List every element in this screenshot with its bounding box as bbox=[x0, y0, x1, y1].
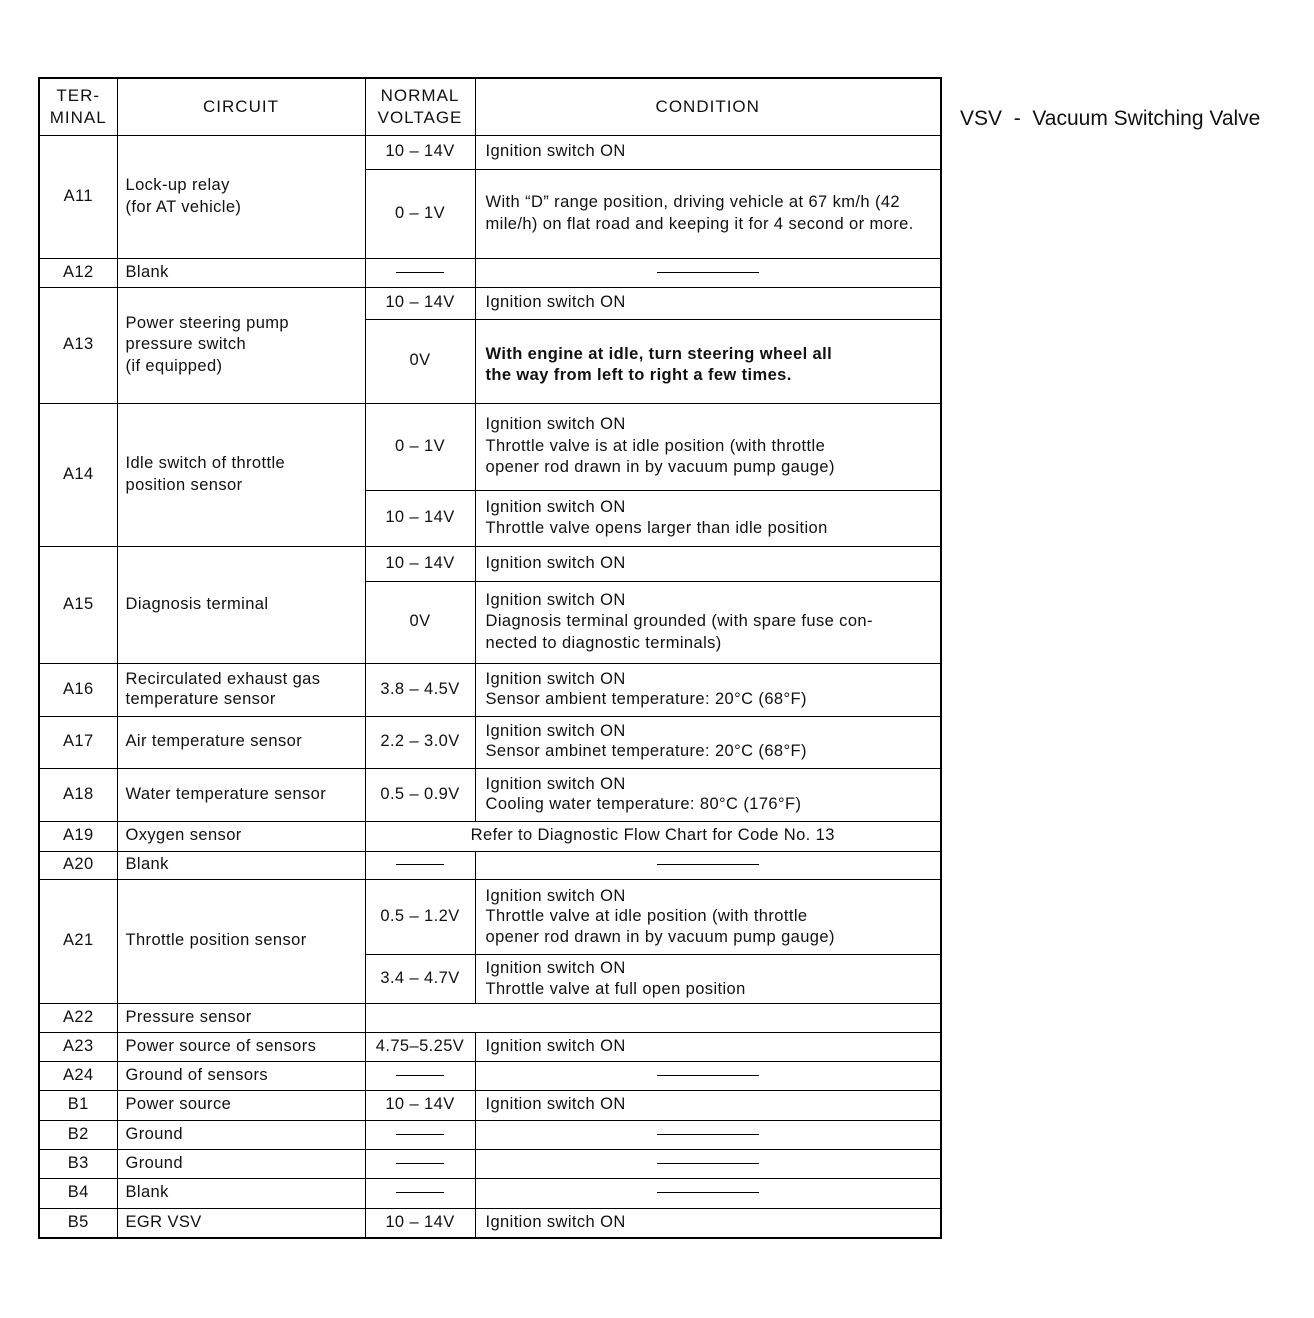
table-row bbox=[39, 1003, 941, 1032]
condition-dash bbox=[475, 1061, 941, 1090]
voltage-cell: 4.75–5.25V bbox=[365, 1032, 475, 1061]
voltage-dash bbox=[365, 851, 475, 879]
voltage-dash bbox=[365, 1120, 475, 1149]
voltage-cell: 3.8 – 4.5V bbox=[365, 663, 475, 716]
vsv-legend: VSV - Vacuum Switching Valve bbox=[960, 107, 1261, 130]
terminal-cell: B3 bbox=[39, 1149, 117, 1178]
terminal-cell: A14 bbox=[39, 403, 117, 546]
circuit-cell: Pressure sensor bbox=[117, 1003, 365, 1032]
table-row bbox=[39, 821, 941, 851]
condition-cell: Ignition switch ON Throttle valve at full open position bbox=[475, 954, 941, 1003]
voltage-cell: 10 – 14V bbox=[365, 135, 475, 169]
table-row bbox=[39, 768, 941, 821]
header-row bbox=[39, 78, 941, 135]
circuit-cell: Diagnosis terminal bbox=[117, 546, 365, 663]
terminal-cell: A22 bbox=[39, 1003, 117, 1032]
condition-cell: Ignition switch ON Throttle valve is at idle position (with throttle opener rod drawn in by vacuum pump gauge) bbox=[475, 403, 941, 490]
empty-cell bbox=[365, 1003, 941, 1032]
circuit-cell: Power source of sensors bbox=[117, 1032, 365, 1061]
condition-cell: With “D” range position, driving vehicle at 67 km/h (42 mile/h) on flat road and keeping it for 4 second or more. bbox=[475, 169, 941, 258]
terminal-cell: B4 bbox=[39, 1178, 117, 1208]
terminal-cell: B5 bbox=[39, 1208, 117, 1238]
voltage-cell: 10 – 14V bbox=[365, 287, 475, 319]
condition-dash bbox=[475, 1120, 941, 1149]
circuit-cell: Lock-up relay (for AT vehicle) bbox=[117, 135, 365, 258]
voltage-cell: 0 – 1V bbox=[365, 403, 475, 490]
voltage-dash bbox=[365, 258, 475, 287]
terminal-cell: A18 bbox=[39, 768, 117, 821]
header-condition: CONDITION bbox=[475, 78, 941, 135]
voltage-cell: 0.5 – 1.2V bbox=[365, 879, 475, 954]
voltage-cell: 0V bbox=[365, 319, 475, 403]
voltage-dash bbox=[365, 1061, 475, 1090]
terminal-cell: A21 bbox=[39, 879, 117, 1003]
header-terminal: TER- MINAL bbox=[39, 78, 117, 135]
table-row bbox=[39, 1208, 941, 1238]
terminal-cell: A20 bbox=[39, 851, 117, 879]
voltage-cell: 3.4 – 4.7V bbox=[365, 954, 475, 1003]
terminal-voltage-table bbox=[38, 77, 942, 1239]
condition-cell: Ignition switch ON bbox=[475, 1090, 941, 1120]
voltage-cell: 10 – 14V bbox=[365, 1090, 475, 1120]
table-row bbox=[39, 287, 941, 319]
condition-dash bbox=[475, 851, 941, 879]
circuit-cell: Blank bbox=[117, 1178, 365, 1208]
voltage-cell: 0.5 – 0.9V bbox=[365, 768, 475, 821]
header-circuit: CIRCUIT bbox=[117, 78, 365, 135]
table-row bbox=[39, 851, 941, 879]
voltage-cell: 10 – 14V bbox=[365, 490, 475, 546]
circuit-cell: Oxygen sensor bbox=[117, 821, 365, 851]
condition-cell: Ignition switch ON Cooling water temperature: 80°C (176°F) bbox=[475, 768, 941, 821]
terminal-cell: A11 bbox=[39, 135, 117, 258]
circuit-cell: Power steering pump pressure switch (if equipped) bbox=[117, 287, 365, 403]
circuit-cell: Recirculated exhaust gas temperature sensor bbox=[117, 663, 365, 716]
circuit-cell: Water temperature sensor bbox=[117, 768, 365, 821]
table-row bbox=[39, 1178, 941, 1208]
table-row bbox=[39, 403, 941, 490]
table-row bbox=[39, 1120, 941, 1149]
terminal-cell: A24 bbox=[39, 1061, 117, 1090]
table-row bbox=[39, 879, 941, 954]
terminal-cell: B2 bbox=[39, 1120, 117, 1149]
condition-cell: Ignition switch ON Throttle valve at idle position (with throttle opener rod drawn in by vacuum pump gauge) bbox=[475, 879, 941, 954]
condition-dash bbox=[475, 1178, 941, 1208]
table-row bbox=[39, 1032, 941, 1061]
condition-dash bbox=[475, 1149, 941, 1178]
condition-cell: Ignition switch ON Diagnosis terminal grounded (with spare fuse con- nected to diagnostic terminals) bbox=[475, 581, 941, 663]
condition-cell: Ignition switch ON bbox=[475, 1032, 941, 1061]
circuit-cell: Throttle position sensor bbox=[117, 879, 365, 1003]
condition-cell: Ignition switch ON bbox=[475, 1208, 941, 1238]
circuit-cell: Air temperature sensor bbox=[117, 716, 365, 768]
terminal-cell: A12 bbox=[39, 258, 117, 287]
voltage-cell: 0V bbox=[365, 581, 475, 663]
terminal-cell: A15 bbox=[39, 546, 117, 663]
condition-cell: Ignition switch ON bbox=[475, 546, 941, 581]
voltage-cell: 10 – 14V bbox=[365, 546, 475, 581]
circuit-cell: Ground bbox=[117, 1120, 365, 1149]
voltage-cell: 2.2 – 3.0V bbox=[365, 716, 475, 768]
table-row bbox=[39, 1149, 941, 1178]
table-row bbox=[39, 546, 941, 581]
circuit-cell: Power source bbox=[117, 1090, 365, 1120]
terminal-cell: A23 bbox=[39, 1032, 117, 1061]
terminal-cell: A13 bbox=[39, 287, 117, 403]
condition-cell: Ignition switch ON bbox=[475, 135, 941, 169]
circuit-cell: Blank bbox=[117, 851, 365, 879]
table-row bbox=[39, 258, 941, 287]
circuit-cell: Idle switch of throttle position sensor bbox=[117, 403, 365, 546]
voltage-cell: 10 – 14V bbox=[365, 1208, 475, 1238]
condition-cell: With engine at idle, turn steering wheel all the way from left to right a few times. bbox=[475, 319, 941, 403]
circuit-cell: Ground bbox=[117, 1149, 365, 1178]
circuit-cell: EGR VSV bbox=[117, 1208, 365, 1238]
terminal-cell: A19 bbox=[39, 821, 117, 851]
condition-cell: Ignition switch ON bbox=[475, 287, 941, 319]
circuit-cell: Ground of sensors bbox=[117, 1061, 365, 1090]
table-row bbox=[39, 716, 941, 768]
voltage-dash bbox=[365, 1178, 475, 1208]
header-voltage: NORMAL VOLTAGE bbox=[365, 78, 475, 135]
condition-cell: Ignition switch ON Sensor ambinet temperature: 20°C (68°F) bbox=[475, 716, 941, 768]
voltage-dash bbox=[365, 1149, 475, 1178]
terminal-cell: A16 bbox=[39, 663, 117, 716]
circuit-cell: Blank bbox=[117, 258, 365, 287]
flow-chart-note: Refer to Diagnostic Flow Chart for Code No. 13 bbox=[365, 821, 941, 851]
table-row bbox=[39, 1061, 941, 1090]
terminal-cell: A17 bbox=[39, 716, 117, 768]
table-row bbox=[39, 1090, 941, 1120]
condition-cell: Ignition switch ON Sensor ambient temperature: 20°C (68°F) bbox=[475, 663, 941, 716]
table-row bbox=[39, 135, 941, 169]
table-row bbox=[39, 663, 941, 716]
condition-cell: Ignition switch ON Throttle valve opens larger than idle position bbox=[475, 490, 941, 546]
terminal-cell: B1 bbox=[39, 1090, 117, 1120]
voltage-cell: 0 – 1V bbox=[365, 169, 475, 258]
condition-dash bbox=[475, 258, 941, 287]
